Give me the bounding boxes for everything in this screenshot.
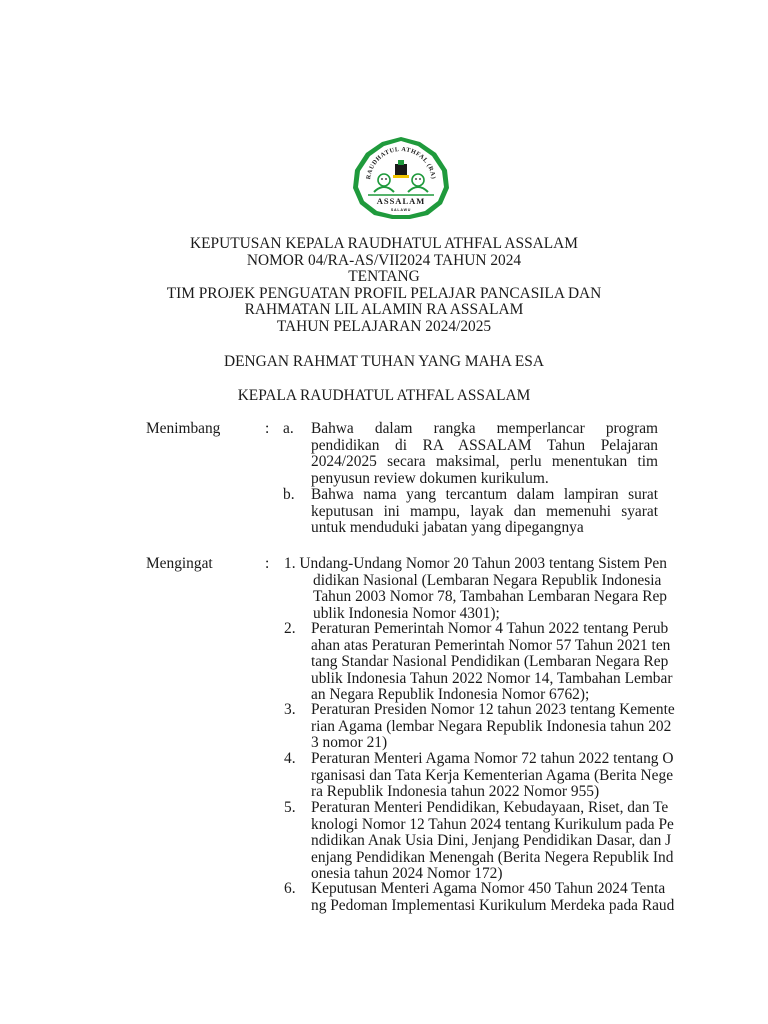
mengingat-item bbox=[311, 750, 674, 801]
text-line: rganisasi dan Tata Kerja Kementerian Agama (Berita Nege bbox=[311, 766, 674, 784]
text-line: 3 nomor 21) bbox=[311, 734, 388, 751]
text-line: ra Republik Indonesia tahun 2022 Nomor 955) bbox=[311, 783, 600, 800]
mengingat-colon: : bbox=[265, 555, 270, 572]
text-line: 2024/2025 secara maksimal, perlu menentukan tim bbox=[311, 453, 658, 470]
text-line: ng Pedoman Implementasi Kurikulum Merdeka pada Raud bbox=[311, 896, 675, 914]
text-line: Bahwa nama yang tercantum dalam lampiran surat bbox=[311, 486, 658, 503]
authority-heading: KEPALA RAUDHATUL ATHFAL ASSALAM bbox=[237, 387, 531, 404]
mengingat-label: Mengingat bbox=[146, 555, 213, 572]
text-line: penyusun review dokumen kurikulum. bbox=[311, 469, 549, 487]
menimbang-marker: b. bbox=[283, 486, 295, 503]
decree-subject-line: TIM PROJEK PENGUATAN PROFIL PELAJAR PANCASILA DAN bbox=[166, 284, 602, 302]
decree-school-year: TAHUN PELAJARAN 2024/2025 bbox=[276, 317, 492, 335]
text-line: rian Agama (lembar Negara Republik Indonesia tahun 202 bbox=[311, 717, 672, 735]
mengingat-marker: 5. bbox=[284, 799, 296, 816]
decree-title-line: KEPUTUSAN KEPALA RAUDHATUL ATHFAL ASSALAM bbox=[190, 235, 578, 252]
mengingat-marker: 2. bbox=[284, 620, 296, 637]
text-line: onesia tahun 2024 Nomor 172) bbox=[311, 865, 503, 882]
mengingat-marker: 4. bbox=[284, 750, 296, 767]
logo-arc-text: RAUDHATUL ATHFAL (RA) bbox=[365, 145, 437, 180]
mengingat-item-first-line: 1. Undang-Undang Nomor 20 Tahun 2003 tentang Sistem Pen bbox=[284, 555, 667, 572]
menimbang-item bbox=[311, 487, 658, 537]
menimbang-item bbox=[311, 421, 658, 487]
text-line: enjang Pendidikan Menengah (Berita Negera Republik Ind bbox=[311, 848, 674, 866]
text-line: knologi Nomor 12 Tahun 2024 tentang Kurikulum pada Pe bbox=[311, 815, 674, 833]
mengingat-item bbox=[313, 571, 667, 623]
text-line: didikan Nasional (Lembaran Negara Republik Indonesia bbox=[313, 571, 662, 589]
text-line: keputusan ini mampu, layak dan memenuhi syarat bbox=[311, 502, 658, 520]
text-line: Peraturan Menteri Pendidikan, Kebudayaan, Riset, dan Te bbox=[311, 799, 669, 816]
preamble: DENGAN RAHMAT TUHAN YANG MAHA ESA bbox=[224, 353, 544, 370]
mengingat-item bbox=[311, 799, 674, 883]
text-line: ndidikan Anak Usia Dini, Jenjang Pendidikan Dasar, dan J bbox=[311, 832, 672, 849]
mengingat-item bbox=[311, 620, 673, 704]
decree-about: TENTANG bbox=[348, 268, 420, 285]
decree-subject-line: RAHMATAN LIL ALAMIN RA ASSALAM bbox=[244, 301, 524, 318]
decree-title bbox=[0, 236, 768, 335]
decree-number: NOMOR 04/RA-AS/VII2024 TAHUN 2024 bbox=[246, 251, 522, 269]
logo-name-text: ASSALAM bbox=[376, 196, 426, 206]
text-line: Peraturan Menteri Agama Nomor 72 tahun 2022 tentang O bbox=[311, 750, 674, 767]
text-line: Bahwa dalam rangka memperlancar program bbox=[311, 420, 658, 437]
text-line: ublik Indonesia Nomor 4301); bbox=[313, 604, 500, 622]
menimbang-label: Menimbang bbox=[146, 420, 221, 437]
mengingat-item bbox=[311, 880, 675, 914]
text-line: pendidikan di RA ASSALAM Tahun Pelajaran bbox=[311, 436, 658, 454]
menimbang-colon: : bbox=[265, 420, 270, 437]
logo-place-text: SALAWU bbox=[390, 208, 412, 212]
text-line: Keputusan Menteri Agama Nomor 450 Tahun 2024 Tenta bbox=[311, 880, 666, 897]
text-line: ublik Indonesia Tahun 2022 Nomor 14, Tambahan Lembar bbox=[311, 669, 673, 687]
text-line: Tahun 2003 Nomor 78, Tambahan Lembaran Negara Rep bbox=[313, 588, 667, 605]
text-line: Peraturan Presiden Nomor 12 tahun 2023 tentang Kemente bbox=[311, 701, 675, 718]
mengingat-marker: 6. bbox=[284, 880, 296, 897]
text-line: an Negara Republik Indonesia Nomor 6762); bbox=[311, 686, 590, 703]
mengingat-marker: 3. bbox=[284, 701, 296, 718]
text-line: tang Standar Nasional Pendidikan (Lembaran Negara Rep bbox=[311, 653, 669, 670]
text-line: Peraturan Pemerintah Nomor 4 Tahun 2022 tentang Perub bbox=[311, 620, 669, 637]
mengingat-item bbox=[311, 701, 675, 752]
ra-assalam-logo bbox=[350, 136, 452, 220]
menimbang-marker: a. bbox=[283, 420, 294, 437]
text-line: ahan atas Peraturan Pemerintah Nomor 57 Tahun 2021 ten bbox=[311, 636, 671, 654]
text-line: untuk menduduki jabatan yang dipegangnya bbox=[311, 519, 584, 536]
